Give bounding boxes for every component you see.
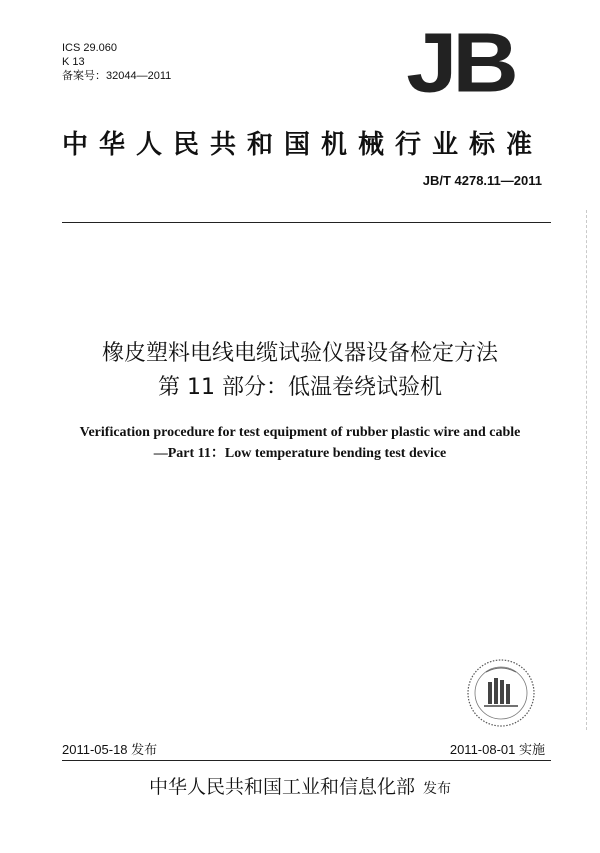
standard-number: JB/T 4278.11—2011 [422, 173, 542, 188]
bottom-divider [62, 760, 551, 761]
chinese-title-line-1: 橡皮塑料电线电缆试验仪器设备检定方法 [101, 341, 498, 366]
english-title-line-2: —Part 11：Low temperature bending test device [153, 446, 447, 461]
publisher [0, 773, 600, 803]
classification-code: K 13 [62, 56, 85, 68]
publisher-name: 中华人民共和国工业和信息化部 [148, 776, 415, 798]
top-divider [62, 222, 551, 223]
jb-logo: JB [406, 16, 514, 110]
issue-date: 2011-05-18 发布 [62, 742, 158, 757]
english-title-line-1: Verification procedure for test equipment of rubber plastic wire and cable [79, 425, 521, 440]
library-seal-icon [466, 658, 536, 728]
record-number: 备案号：32044—2011 [62, 70, 172, 82]
standard-category-title: 中华人民共和国机械行业标准 [62, 130, 544, 160]
chinese-title-line-2: 第 11 部分：低温卷绕试验机 [158, 375, 442, 400]
publisher-verb: 发布 [423, 781, 451, 797]
ics-code: ICS 29.060 [62, 42, 118, 54]
binding-edge [586, 210, 587, 730]
implementation-date: 2011-08-01 实施 [449, 742, 545, 757]
